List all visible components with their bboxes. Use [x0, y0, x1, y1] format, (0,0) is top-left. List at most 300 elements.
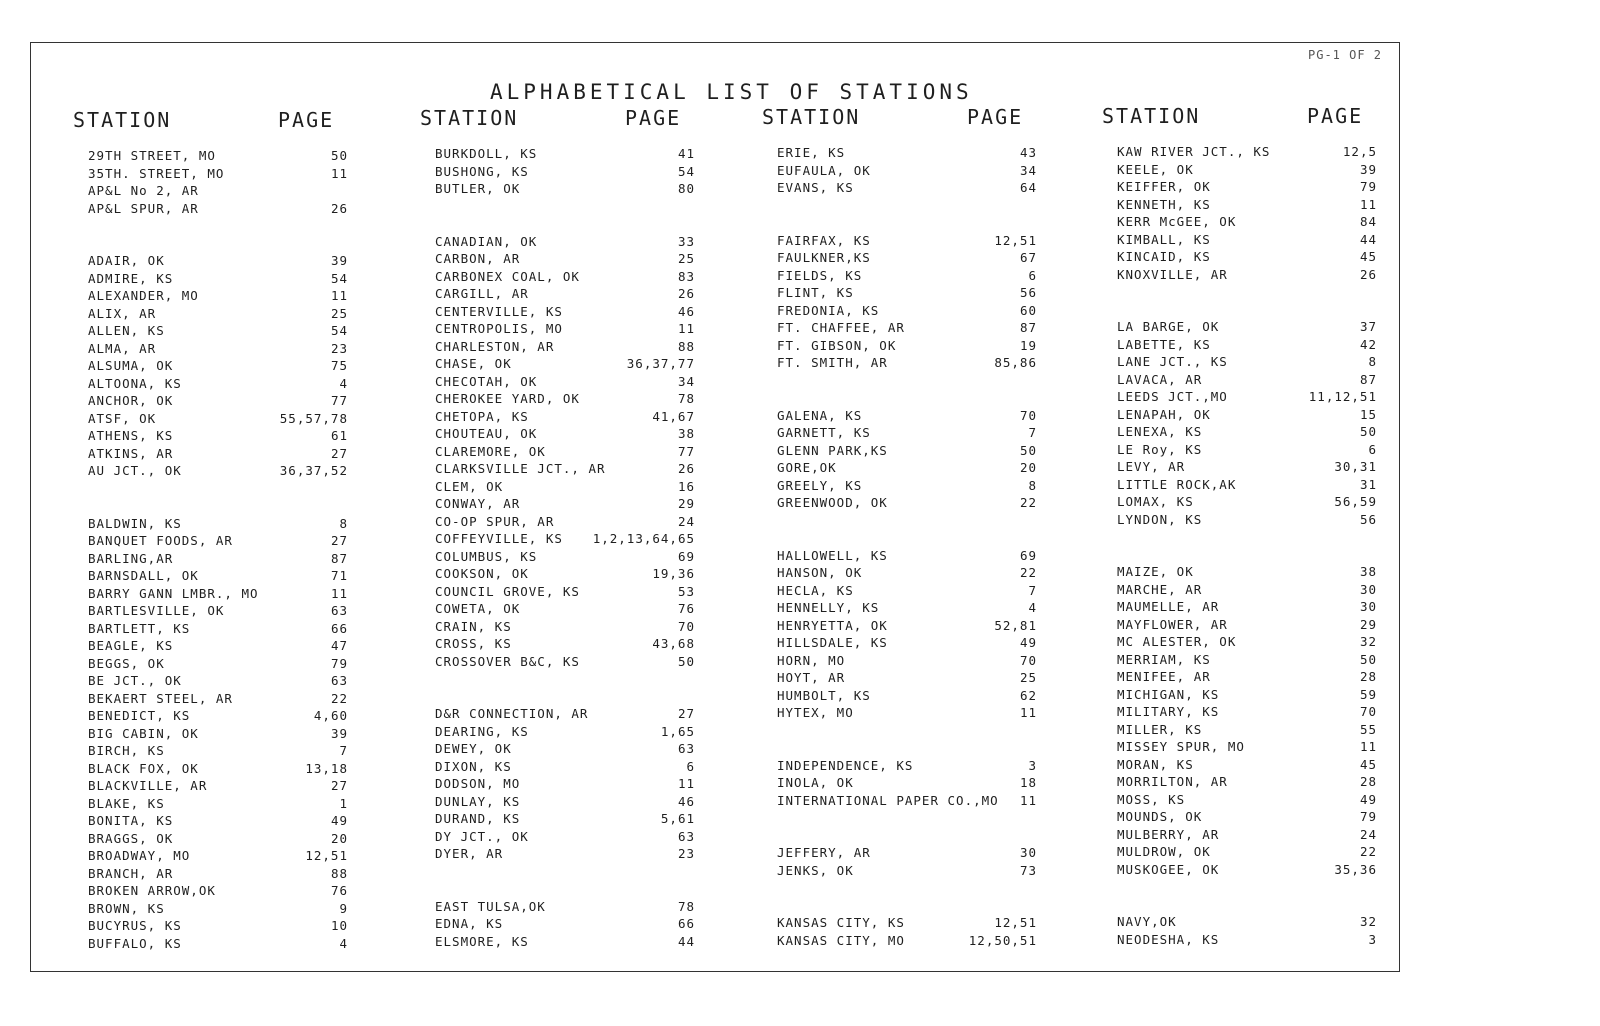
- station-name: MULDROW, OK: [1117, 844, 1211, 859]
- station-page: 54: [330, 270, 348, 286]
- station-row: [88, 236, 348, 254]
- station-name: MORRILTON, AR: [1117, 774, 1228, 789]
- station-row: [1117, 232, 1377, 250]
- station-row: [777, 408, 1037, 426]
- station-page: 22: [330, 690, 348, 706]
- station-name: CONWAY, AR: [435, 496, 521, 511]
- station-page: 12,51: [305, 848, 348, 863]
- station-page: 3: [1368, 931, 1377, 947]
- station-name: COOKSON, OK: [435, 566, 529, 581]
- station-page: 49: [1359, 791, 1377, 807]
- station-page: 87: [1359, 371, 1377, 387]
- station-row: [88, 463, 348, 481]
- station-page: 6: [1028, 267, 1037, 283]
- station-name: DURAND, KS: [435, 811, 521, 826]
- station-name: BARNSDALL, OK: [88, 568, 199, 583]
- station-row: [435, 531, 695, 549]
- station-name: BARTLESVILLE, OK: [88, 603, 225, 618]
- station-page: 15: [1359, 406, 1377, 422]
- station-name: HALLOWELL, KS: [777, 547, 888, 563]
- station-row: [435, 549, 695, 567]
- station-row: [1117, 494, 1377, 512]
- station-row: [88, 796, 348, 814]
- station-list: [435, 146, 695, 951]
- station-header: STATION: [1102, 104, 1201, 128]
- station-name: 35TH. STREET, MO: [88, 165, 225, 181]
- station-name: CROSSOVER B&C, KS: [435, 653, 580, 669]
- station-row: [777, 740, 1037, 758]
- station-row: [88, 533, 348, 551]
- station-page: 32: [1359, 634, 1377, 649]
- station-name: ANCHOR, OK: [88, 393, 174, 408]
- station-row: [88, 481, 348, 499]
- station-name: KENNETH, KS: [1117, 196, 1211, 212]
- station-name: DODSON, MO: [435, 776, 521, 791]
- station-page: 6: [686, 758, 695, 774]
- station-page: 63: [677, 741, 695, 756]
- station-row: [88, 498, 348, 516]
- page-header: PAGE: [1307, 104, 1364, 128]
- station-name: ATSF, OK: [88, 410, 157, 426]
- station-name: CLARKSVILLE JCT., AR: [435, 461, 606, 476]
- station-row: [1117, 932, 1377, 950]
- station-name: BRANCH, AR: [88, 865, 174, 881]
- station-row: [88, 323, 348, 341]
- station-row: [777, 548, 1037, 566]
- station-page: 13,18: [305, 760, 348, 776]
- station-row: [435, 409, 695, 427]
- station-row: [1117, 774, 1377, 792]
- station-page: 43,68: [652, 636, 695, 651]
- station-row: [435, 374, 695, 392]
- station-page: 88: [677, 338, 695, 354]
- station-row: [1117, 739, 1377, 757]
- station-name: ALMA, AR: [88, 340, 157, 356]
- station-name: GARNETT, KS: [777, 425, 871, 440]
- station-page: 26: [330, 200, 348, 216]
- station-page: 63: [330, 603, 348, 618]
- station-row: [435, 566, 695, 584]
- station-name: CHETOPA, KS: [435, 408, 529, 424]
- station-page: 24: [677, 513, 695, 529]
- station-page: 6: [1368, 441, 1377, 457]
- station-name: KINCAID, KS: [1117, 249, 1211, 264]
- station-row: [1117, 249, 1377, 267]
- station-row: [435, 304, 695, 322]
- station-row: [435, 601, 695, 619]
- station-name: CLAREMORE, OK: [435, 443, 546, 459]
- station-column-2: [420, 106, 710, 949]
- station-page: 12,51: [994, 915, 1037, 930]
- station-row: [88, 691, 348, 709]
- station-row: [435, 934, 695, 952]
- station-row: [88, 656, 348, 674]
- station-name: LEVY, AR: [1117, 459, 1186, 474]
- station-row: [1117, 879, 1377, 897]
- station-row: [1117, 529, 1377, 547]
- station-page: 76: [677, 601, 695, 616]
- station-name: CROSS, KS: [435, 636, 512, 651]
- station-row: [777, 600, 1037, 618]
- station-page: 27: [677, 706, 695, 721]
- station-page: 69: [1019, 547, 1037, 563]
- station-name: FREDONIA, KS: [777, 302, 880, 318]
- station-row: [88, 253, 348, 271]
- station-name: LEEDS JCT.,MO: [1117, 389, 1228, 404]
- station-name: HANSON, OK: [777, 565, 863, 580]
- station-row: [777, 705, 1037, 723]
- station-row: [435, 146, 695, 164]
- station-name: BIG CABIN, OK: [88, 725, 199, 741]
- station-row: [435, 461, 695, 479]
- station-row: [88, 568, 348, 586]
- station-row: [777, 530, 1037, 548]
- station-row: [88, 726, 348, 744]
- station-row: [88, 148, 348, 166]
- station-page: 33: [677, 233, 695, 249]
- station-row: [88, 183, 348, 201]
- station-page: 36,37,77: [626, 356, 695, 371]
- station-page: 83: [677, 268, 695, 284]
- station-name: MILITARY, KS: [1117, 704, 1220, 719]
- station-page: 70: [1019, 652, 1037, 668]
- station-name: ALSUMA, OK: [88, 358, 174, 373]
- station-page: 36,37,52: [279, 463, 348, 478]
- station-page: 75: [330, 358, 348, 373]
- station-page: 8: [1368, 354, 1377, 369]
- station-name: LENEXA, KS: [1117, 424, 1203, 439]
- station-row: [435, 444, 695, 462]
- station-name: ALIX, AR: [88, 305, 157, 321]
- station-row: [777, 688, 1037, 706]
- station-row: [777, 268, 1037, 286]
- station-row: [435, 794, 695, 812]
- station-row: [1117, 862, 1377, 880]
- station-row: [1117, 512, 1377, 530]
- station-row: [435, 899, 695, 917]
- station-row: [435, 251, 695, 269]
- station-row: [1117, 634, 1377, 652]
- page-header: PAGE: [278, 108, 335, 132]
- station-name: DY JCT., OK: [435, 828, 529, 844]
- station-row: [88, 586, 348, 604]
- station-page: 3: [1028, 757, 1037, 773]
- station-page: 50: [1359, 424, 1377, 439]
- station-page: 46: [677, 303, 695, 319]
- station-page: 26: [677, 286, 695, 301]
- station-row: [435, 636, 695, 654]
- station-page: 54: [677, 163, 695, 179]
- station-page: 28: [1359, 774, 1377, 789]
- station-name: ADAIR, OK: [88, 253, 165, 268]
- station-column-3: [762, 105, 1052, 948]
- station-header: STATION: [420, 106, 519, 130]
- station-row: [777, 670, 1037, 688]
- station-page: 1,2,13,64,65: [592, 531, 695, 546]
- station-row: [1117, 197, 1377, 215]
- station-name: D&R CONNECTION, AR: [435, 706, 589, 721]
- station-page: 22: [1019, 565, 1037, 580]
- station-row: [88, 271, 348, 289]
- station-page: 84: [1359, 214, 1377, 229]
- station-row: [777, 478, 1037, 496]
- station-page: 50: [1359, 651, 1377, 667]
- station-page: 44: [677, 933, 695, 949]
- station-name: MAIZE, OK: [1117, 564, 1194, 579]
- station-row: [88, 936, 348, 954]
- station-row: [88, 883, 348, 901]
- station-row: [777, 863, 1037, 881]
- station-name: FIELDS, KS: [777, 267, 863, 283]
- station-page: 55: [1359, 721, 1377, 737]
- station-name: LE Roy, KS: [1117, 441, 1203, 457]
- station-name: COFFEYVILLE, KS: [435, 531, 563, 546]
- station-row: [1117, 722, 1377, 740]
- station-page: 60: [1019, 302, 1037, 318]
- station-name: BONITA, KS: [88, 813, 174, 828]
- station-page: 45: [1359, 756, 1377, 772]
- station-name: FT. GIBSON, OK: [777, 337, 897, 353]
- station-page: 22: [1359, 844, 1377, 859]
- station-name: ALTOONA, KS: [88, 375, 182, 391]
- station-row: [777, 460, 1037, 478]
- station-name: BROKEN ARROW,OK: [88, 883, 216, 898]
- station-row: [435, 356, 695, 374]
- station-name: BE JCT., OK: [88, 673, 182, 688]
- column-header: [73, 108, 363, 136]
- station-page: 41,67: [652, 408, 695, 424]
- station-row: [435, 181, 695, 199]
- station-page: 20: [1019, 460, 1037, 475]
- station-row: [1117, 267, 1377, 285]
- station-page: 28: [1359, 669, 1377, 684]
- station-name: BENEDICT, KS: [88, 708, 191, 723]
- station-page: 34: [1019, 162, 1037, 178]
- station-name: LAVACA, AR: [1117, 371, 1203, 387]
- station-name: INTERNATIONAL PAPER CO.,MO: [777, 792, 999, 808]
- station-row: [88, 603, 348, 621]
- station-name: MUSKOGEE, OK: [1117, 861, 1220, 877]
- station-row: [435, 479, 695, 497]
- station-name: NEODESHA, KS: [1117, 931, 1220, 947]
- station-page: 63: [677, 828, 695, 844]
- station-row: [435, 916, 695, 934]
- station-page: 11: [330, 288, 348, 303]
- station-row: [88, 218, 348, 236]
- station-page: 85,86: [994, 355, 1037, 370]
- station-row: [777, 618, 1037, 636]
- station-page: 11: [677, 321, 695, 336]
- station-row: [1117, 809, 1377, 827]
- station-name: AP&L SPUR, AR: [88, 200, 199, 216]
- station-row: [88, 201, 348, 219]
- station-row: [777, 233, 1037, 251]
- station-page: 70: [1359, 704, 1377, 719]
- station-row: [1117, 162, 1377, 180]
- station-row: [777, 653, 1037, 671]
- station-row: [777, 845, 1037, 863]
- station-row: [1117, 687, 1377, 705]
- station-page: 12,51: [994, 232, 1037, 248]
- station-name: KANSAS CITY, KS: [777, 915, 905, 930]
- station-page: 31: [1359, 476, 1377, 492]
- station-page: 43: [1019, 145, 1037, 160]
- station-row: [1117, 354, 1377, 372]
- station-page: 7: [1028, 425, 1037, 440]
- station-page: 8: [339, 515, 348, 531]
- station-row: [88, 673, 348, 691]
- station-name: BUTLER, OK: [435, 181, 521, 196]
- station-row: [435, 724, 695, 742]
- station-row: [777, 565, 1037, 583]
- station-page: 87: [1019, 320, 1037, 335]
- station-list: [777, 145, 1037, 950]
- station-name: MERRIAM, KS: [1117, 651, 1211, 667]
- station-name: BROADWAY, MO: [88, 848, 191, 863]
- station-row: [777, 198, 1037, 216]
- station-name: BARRY GANN LMBR., MO: [88, 585, 259, 601]
- station-row: [435, 496, 695, 514]
- station-row: [435, 706, 695, 724]
- station-name: HENNELLY, KS: [777, 600, 880, 615]
- station-row: [435, 391, 695, 409]
- station-page: 11: [677, 776, 695, 791]
- station-row: [1117, 389, 1377, 407]
- station-page: 56: [1019, 285, 1037, 300]
- page-title: ALPHABETICAL LIST OF STATIONS: [490, 80, 973, 105]
- station-row: [777, 373, 1037, 391]
- station-name: EDNA, KS: [435, 916, 504, 931]
- station-name: BUCYRUS, KS: [88, 918, 182, 933]
- station-page: 11: [330, 165, 348, 181]
- station-page: 1,65: [660, 723, 695, 739]
- station-name: BANQUET FOODS, AR: [88, 533, 233, 548]
- station-page: 56,59: [1334, 494, 1377, 509]
- station-name: CHARLESTON, AR: [435, 338, 555, 354]
- station-row: [435, 269, 695, 287]
- station-row: [435, 234, 695, 252]
- station-page: 23: [330, 340, 348, 356]
- station-name: BROWN, KS: [88, 900, 165, 916]
- station-page: 30,31: [1334, 459, 1377, 474]
- station-page: 32: [1359, 914, 1377, 929]
- station-page: 1: [339, 795, 348, 811]
- station-name: BARLING,AR: [88, 550, 174, 566]
- station-name: HORN, MO: [777, 652, 846, 668]
- station-row: [88, 918, 348, 936]
- station-page: 4,60: [313, 708, 348, 723]
- station-row: [1117, 424, 1377, 442]
- station-page: 30: [1359, 581, 1377, 597]
- station-name: LENAPAH, OK: [1117, 406, 1211, 422]
- station-page: 53: [677, 583, 695, 599]
- station-row: [435, 199, 695, 217]
- station-row: [435, 216, 695, 234]
- station-page: 39: [330, 253, 348, 268]
- station-name: MOUNDS, OK: [1117, 809, 1203, 824]
- station-name: KEIFFER, OK: [1117, 179, 1211, 194]
- station-row: [435, 286, 695, 304]
- station-name: BLAKE, KS: [88, 795, 165, 811]
- station-row: [435, 164, 695, 182]
- station-name: KEELE, OK: [1117, 161, 1194, 177]
- station-row: [88, 166, 348, 184]
- station-row: [777, 793, 1037, 811]
- station-row: [1117, 652, 1377, 670]
- station-row: [1117, 459, 1377, 477]
- station-row: [88, 708, 348, 726]
- station-name: EUFAULA, OK: [777, 162, 871, 178]
- station-row: [777, 810, 1037, 828]
- station-row: [88, 761, 348, 779]
- station-page: 39: [1359, 161, 1377, 177]
- station-row: [88, 288, 348, 306]
- station-name: EAST TULSA,OK: [435, 898, 546, 914]
- station-page: 38: [1359, 564, 1377, 579]
- station-name: ERIE, KS: [777, 145, 846, 160]
- station-name: FT. SMITH, AR: [777, 355, 888, 370]
- station-name: LOMAX, KS: [1117, 494, 1194, 509]
- station-row: [1117, 337, 1377, 355]
- station-page: 37: [1359, 319, 1377, 334]
- station-row: [435, 864, 695, 882]
- station-name: GALENA, KS: [777, 407, 863, 423]
- station-page: 29: [1359, 616, 1377, 632]
- station-page: 34: [677, 373, 695, 389]
- station-page: 70: [1019, 407, 1037, 423]
- station-row: [1117, 704, 1377, 722]
- station-page: 56: [1359, 511, 1377, 527]
- station-page: 38: [677, 426, 695, 441]
- station-name: MOSS, KS: [1117, 791, 1186, 807]
- station-name: COLUMBUS, KS: [435, 548, 538, 564]
- station-row: [88, 813, 348, 831]
- sheet-number: PG-1 OF 2: [1308, 48, 1383, 62]
- station-name: CO-OP SPUR, AR: [435, 513, 555, 529]
- station-page: 66: [330, 620, 348, 636]
- station-name: CARBONEX COAL, OK: [435, 268, 580, 284]
- station-page: 80: [677, 181, 695, 196]
- station-row: [88, 376, 348, 394]
- station-page: 71: [330, 568, 348, 583]
- station-row: [777, 443, 1037, 461]
- station-page: 50: [677, 653, 695, 669]
- station-name: MAYFLOWER, AR: [1117, 616, 1228, 632]
- station-name: BUSHONG, KS: [435, 163, 529, 179]
- station-row: [435, 514, 695, 532]
- station-name: LYNDON, KS: [1117, 511, 1203, 527]
- station-name: MAUMELLE, AR: [1117, 599, 1220, 614]
- station-row: [435, 426, 695, 444]
- station-name: AU JCT., OK: [88, 463, 182, 478]
- station-name: HYTEX, MO: [777, 705, 854, 720]
- station-name: ALEXANDER, MO: [88, 288, 199, 303]
- station-name: CHOUTEAU, OK: [435, 426, 538, 441]
- station-name: KAW RIVER JCT., KS: [1117, 144, 1271, 159]
- station-row: [777, 215, 1037, 233]
- station-row: [777, 635, 1037, 653]
- station-row: [88, 358, 348, 376]
- station-name: LA BARGE, OK: [1117, 319, 1220, 334]
- page-header: PAGE: [625, 106, 682, 130]
- station-name: 29TH STREET, MO: [88, 148, 216, 163]
- station-row: [777, 425, 1037, 443]
- station-page: 12,5: [1342, 144, 1377, 159]
- station-name: HILLSDALE, KS: [777, 635, 888, 650]
- station-name: DEARING, KS: [435, 723, 529, 739]
- station-page: 27: [330, 778, 348, 793]
- station-name: INOLA, OK: [777, 775, 854, 790]
